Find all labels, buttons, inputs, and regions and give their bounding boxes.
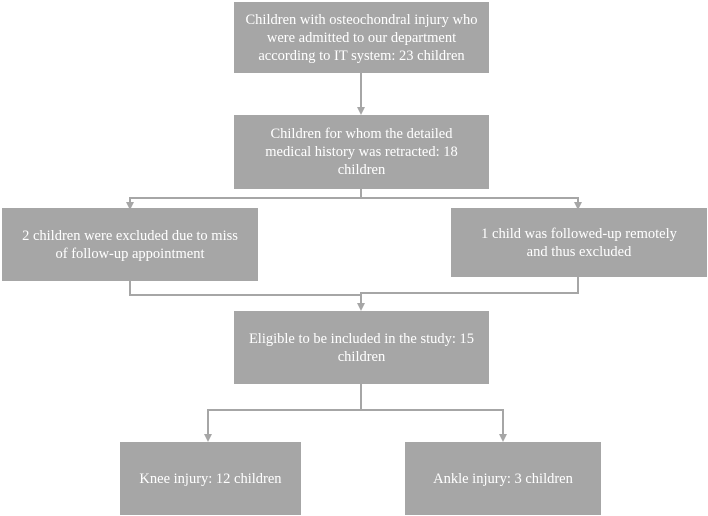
- node-eligible: [234, 311, 489, 384]
- node-history: [234, 115, 489, 189]
- node-knee: [120, 442, 301, 515]
- node-history-label: Children for whom the detailed medical history was retracted: 18 children: [265, 126, 458, 178]
- node-admitted-label: Children with osteochondral injury who were admitted to our department according to IT system: 23 children: [245, 11, 478, 64]
- node-ankle-label: Ankle injury: 3 children: [433, 470, 573, 487]
- node-excluded-remote-label: 1 child was followed-up remotely and thus excluded: [481, 225, 677, 260]
- node-knee-label: Knee injury: 12 children: [139, 470, 282, 487]
- node-excluded-remote: [451, 208, 707, 277]
- arrow-history-to-excluded-missed: [130, 198, 361, 206]
- node-eligible-label: Eligible to be included in the study: 15 children: [248, 330, 475, 365]
- line-excluded-remote-merge: [361, 277, 578, 293]
- arrow-history-to-excluded-remote: [361, 198, 578, 206]
- arrow-eligible-to-knee: [208, 410, 361, 438]
- node-excluded-missed-label: 2 children were excluded due to miss of follow-up appointment: [22, 227, 238, 262]
- arrow-eligible-to-ankle: [361, 410, 503, 438]
- line-excluded-missed-merge: [130, 281, 361, 295]
- node-admitted: [234, 2, 489, 73]
- node-ankle: [405, 442, 601, 515]
- node-excluded-missed: [2, 208, 258, 281]
